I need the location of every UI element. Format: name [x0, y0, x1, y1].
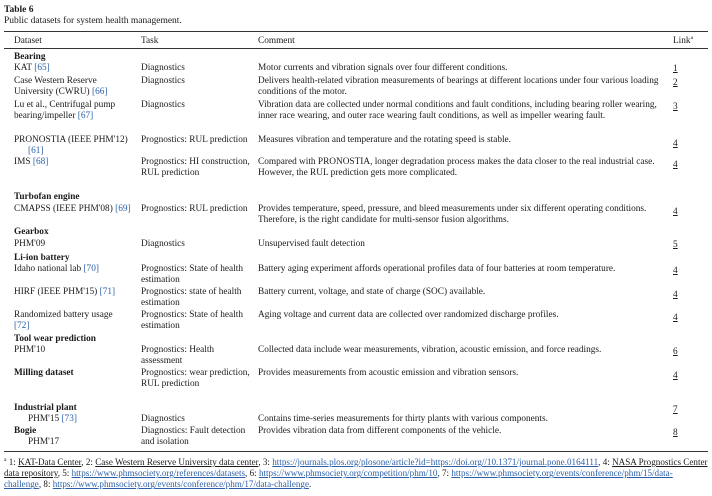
footnote-num-6: , 6:: [245, 468, 257, 479]
table-row-comment: Unsupervised fault detection: [258, 239, 365, 249]
dataset-name: KAT: [14, 63, 32, 73]
footnote-link-2[interactable]: Case Western Reserve University data center: [95, 457, 259, 467]
table-row-comment: Provides vibration data from different components of the vehicle.: [258, 426, 502, 436]
dataset-name: PHM'15: [28, 414, 60, 424]
footnote-link-3[interactable]: https://journals.plos.org/plosone/article?id=https://doi.org//10.1371/journal.pone.0164111: [272, 457, 599, 467]
citation-link[interactable]: [71]: [99, 287, 116, 297]
table-row-task: Prognostics: HI construction, RUL prediction: [141, 157, 250, 179]
table-row-comment: Provides temperature, speed, pressure, and bleed measurements under six different operating conditions. Therefore, is the right candidate for multi-sensor fusion algorithms.: [258, 204, 647, 226]
footnote-link-6[interactable]: https://www.phmsociety.org/competition/phm/10: [258, 468, 438, 479]
table-row-comment: Measures vibration and temperature and the rotating speed is stable.: [258, 135, 511, 145]
group-label-bogie: Bogie: [14, 426, 37, 436]
dataset-name: CMAPSS (IEEE PHM'08): [14, 204, 113, 214]
group-label-milling: Milling dataset: [14, 368, 74, 378]
citation-link[interactable]: [61]: [28, 146, 44, 157]
table-row-link[interactable]: 8: [673, 428, 678, 438]
footnote-link-8[interactable]: https://www.phmsociety.org/events/conference/phm/17/data-challenge: [52, 479, 309, 490]
footnote-mark: a: [4, 456, 7, 463]
group-label-turbofan: Turbofan engine: [14, 192, 80, 202]
citation-link[interactable]: [67]: [77, 111, 94, 122]
citation-link[interactable]: [73]: [61, 414, 77, 424]
group-label-industrial: Industrial plant: [14, 403, 77, 413]
footnote-link-1[interactable]: KAT-Data Center: [18, 457, 82, 467]
dataset-name: HIRF (IEEE PHM'15): [14, 287, 98, 297]
table-row-dataset: [14, 414, 152, 425]
table-row-dataset: [14, 310, 138, 332]
table-row-task: Diagnostics: [141, 100, 185, 110]
table-row-link[interactable]: 4: [673, 266, 678, 276]
footnote-link-5[interactable]: https://www.phmsociety.org/references/datasets: [71, 468, 246, 479]
table-row-comment: Delivers health-related vibration measurements of bearings at different locations under four various loading conditions of the motor.: [258, 76, 659, 98]
table-row-link[interactable]: 5: [673, 240, 678, 250]
table-row-dataset: [14, 100, 138, 122]
table-row-comment: Collected data include wear measurements, vibration, acoustic emission, and force readings.: [258, 345, 602, 355]
table-row-dataset: [14, 157, 138, 168]
footnote-link-7[interactable]: https://www.phmsociety.org/events/conference/phm/15/data-challenge: [4, 468, 673, 490]
citation-link[interactable]: [68]: [32, 157, 49, 167]
table-row-task: Diagnostics: [141, 76, 185, 86]
table-row-task: Diagnostics: Fault detection and isolation: [141, 426, 246, 448]
table-row-task: Prognostics: state of health estimation: [141, 287, 242, 309]
table-row-link[interactable]: 4: [673, 313, 678, 323]
table-row-link[interactable]: 2: [673, 78, 678, 88]
table-row-dataset: PHM'17: [28, 437, 60, 447]
table-number: Table 6: [4, 5, 34, 15]
table-row-task: Diagnostics: [141, 63, 185, 73]
citation-link[interactable]: [72]: [14, 321, 30, 332]
table-row-link[interactable]: 4: [673, 160, 678, 170]
footnote-num-1: 1:: [8, 457, 16, 467]
dataset-name: Idaho national lab: [14, 264, 82, 274]
table-row-task: Prognostics: RUL prediction: [141, 204, 248, 214]
table-footnote: [4, 457, 708, 491]
table-row-comment: Provides measurements from acoustic emission and vibration sensors.: [258, 368, 519, 378]
table-row-comment: Vibration data are collected under normal conditions and fault conditions, including bearing roller wearing, inner race wearing, and outer race wearing fault conditions, as well as impeller wearing fault.: [258, 100, 657, 122]
dataset-name: IMS: [14, 157, 31, 167]
table-row-dataset: [14, 287, 138, 298]
table-row-comment: Contains time-series measurements for thirty plants with various components.: [258, 414, 548, 424]
group-label-gearbox: Gearbox: [14, 227, 49, 237]
dataset-name: Lu et al., Centrifugal pump bearing/impeller: [14, 100, 116, 122]
table-row-comment: Aging voltage and current data are collected over randomized discharge profiles.: [258, 310, 559, 320]
table-row-task: Prognostics: Health assessment: [141, 345, 215, 367]
table-row-link[interactable]: 4: [673, 290, 678, 300]
dataset-name: PRONOSTIA (IEEE PHM'12): [14, 135, 128, 145]
table-row-dataset: [14, 135, 138, 157]
table-row-dataset: PHM'09: [14, 239, 46, 249]
footnote-num-3: , 3:: [258, 457, 270, 467]
header-task: Task: [141, 36, 159, 46]
table-row-dataset: PHM'10: [14, 345, 46, 355]
table-row-link[interactable]: 3: [673, 102, 678, 112]
table-row-task: Prognostics: State of health estimation: [141, 264, 243, 286]
footnote-num-7: , 7:: [437, 468, 450, 479]
table-row-dataset: [14, 63, 138, 74]
bottom-rule: [4, 451, 708, 452]
table-row-task: Prognostics: RUL prediction: [141, 135, 248, 145]
header-link: [673, 35, 693, 47]
header-comment: Comment: [258, 36, 295, 46]
table-row-link[interactable]: 4: [673, 207, 678, 217]
table-row-dataset: [14, 204, 138, 215]
table-row-task: Prognostics: State of health estimation: [141, 310, 243, 332]
table-row-task: Diagnostics: [141, 414, 185, 424]
table-row-task: Diagnostics: [141, 239, 185, 249]
footnote-num-5: , 5:: [57, 468, 70, 479]
table-row-task: Prognostics: wear prediction, RUL prediction: [141, 368, 250, 390]
table-caption: Public datasets for system health management.: [4, 16, 182, 26]
table-row-comment: Battery current, voltage, and state of charge (SOC) available.: [258, 287, 486, 297]
citation-link[interactable]: [65]: [34, 63, 50, 73]
footnote-end: .: [308, 479, 312, 490]
citation-link[interactable]: [69]: [115, 204, 131, 214]
header-dataset: Dataset: [14, 36, 42, 46]
header-link-footnote-mark: a: [690, 34, 694, 41]
table-row-link[interactable]: 7: [673, 405, 678, 415]
table-row-comment: Compared with PRONOSTIA, longer degradation process makes the data closer to the real industrial case. However, the RUL prediction gets more complicated.: [258, 157, 655, 179]
table-row-link[interactable]: 4: [673, 371, 678, 381]
table-row-comment: Motor currents and vibration signals over four different conditions.: [258, 63, 508, 73]
table-row-link[interactable]: 1: [673, 64, 678, 74]
citation-link[interactable]: [70]: [83, 264, 99, 274]
header-rule: [4, 48, 708, 49]
citation-link[interactable]: [66]: [91, 87, 108, 98]
table-row-link[interactable]: 4: [673, 139, 678, 149]
dataset-name: Randomized battery usage: [14, 310, 113, 320]
top-rule: [4, 31, 708, 32]
header-link-label: Link: [673, 36, 691, 46]
table-row-link[interactable]: 6: [673, 347, 678, 357]
footnote-num-2: , 2:: [81, 457, 93, 467]
group-label-toolwear: Tool wear prediction: [14, 334, 96, 344]
table-row-dataset: [14, 264, 138, 275]
group-label-bearing: Bearing: [14, 52, 46, 62]
footnote-num-8: , 8:: [38, 479, 51, 490]
group-label-liion: Li-ion battery: [14, 253, 70, 263]
table-row-dataset: [14, 76, 138, 98]
table-row-comment: Battery aging experiment affords operational profiles data of four batteries at room temperature.: [258, 264, 616, 274]
dataset-name: Case Western Reserve University (CWRU): [14, 76, 97, 98]
footnote-link-4[interactable]: NASA Prognostics Center data repository: [4, 457, 708, 479]
footnote-num-4: , 4:: [598, 457, 610, 467]
